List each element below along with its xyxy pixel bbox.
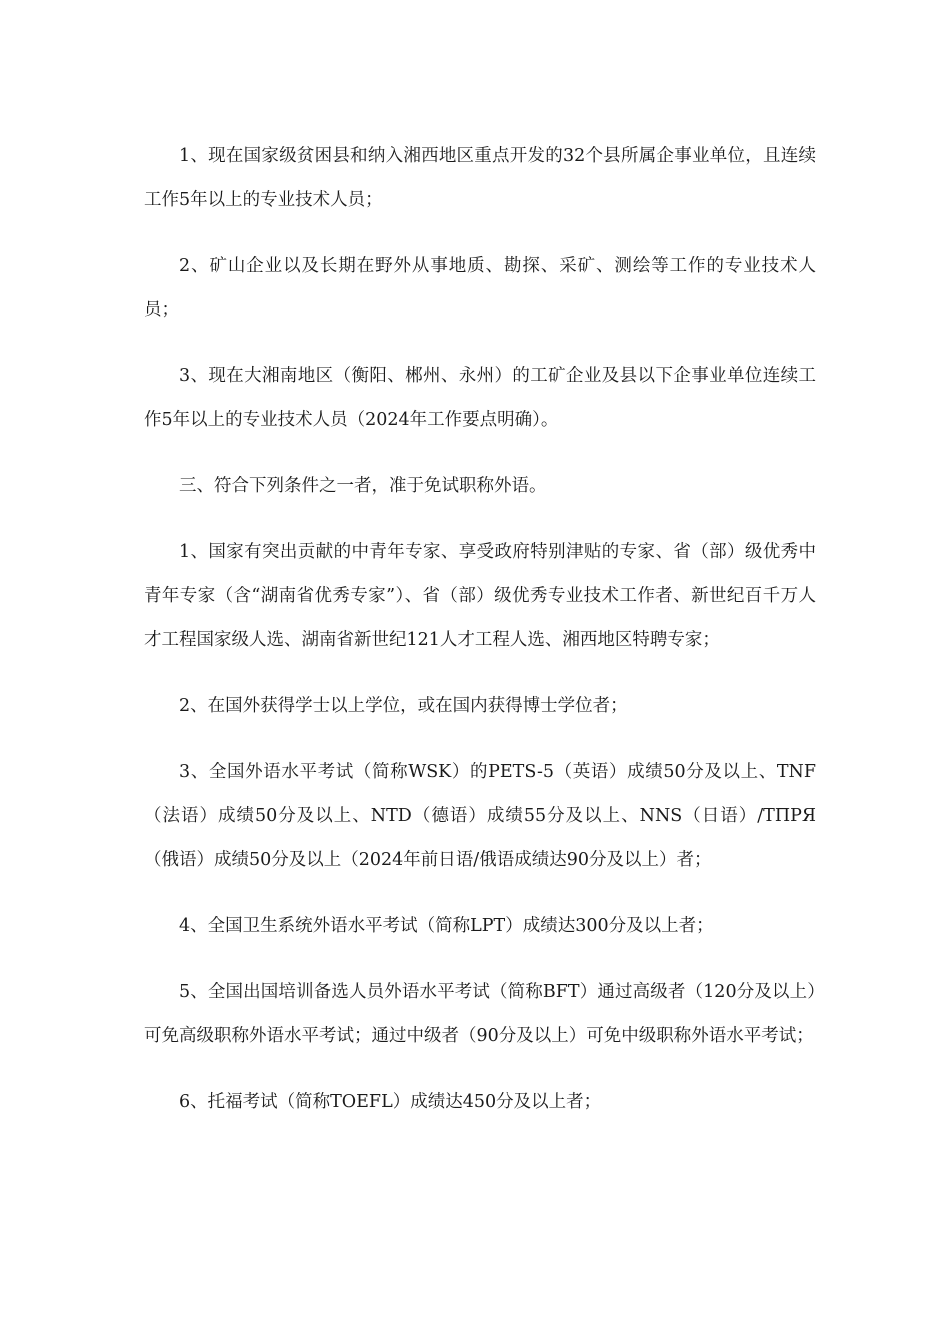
paragraph-item-2: 2、矿山企业以及长期在野外从事地质、勘探、采矿、测绘等工作的专业技术人员；: [144, 256, 816, 320]
paragraph-item-1: 1、现在国家级贫困县和纳入湘西地区重点开发的32个县所属企事业单位，且连续工作5年以上的专业技术人员；: [144, 146, 816, 210]
paragraph-item-3: 3、现在大湘南地区（衡阳、郴州、永州）的工矿企业及县以下企事业单位连续工作5年以上的专业技术人员（2024年工作要点明确）。: [144, 366, 816, 430]
paragraph-item-6-toefl: 6、托福考试（简称TOEFL）成绩达450分及以上者；: [179, 1092, 602, 1112]
section-heading-3: 三、符合下列条件之一者，准于免试职称外语。: [179, 476, 547, 496]
paragraph-item-1-experts: 1、国家有突出贡献的中青年专家、享受政府特别津贴的专家、省（部）级优秀中青年专家（含“湖南省优秀专家”）、省（部）级优秀专业技术工作者、新世纪百千万人才工程国家级人选、湖南省新世纪121人才工程人选、湘西地区特聘专家；: [144, 542, 816, 650]
paragraph-item-5-bft: 5、全国出国培训备选人员外语水平考试（简称BFT）通过高级者（120分及以上）可免高级职称外语水平考试；通过中级者（90分及以上）可免中级职称外语水平考试；: [144, 982, 816, 1046]
paragraph-item-2-degree: 2、在国外获得学士以上学位，或在国内获得博士学位者；: [179, 696, 628, 716]
paragraph-item-3-wsk: 3、全国外语水平考试（简称WSK）的PETS-5（英语）成绩50分及以上、TNF（法语）成绩50分及以上、NTD（德语）成绩55分及以上、NNS（日语）/ТПРЯ（俄语）成绩50分及以上（2024年前日语/俄语成绩达90分及以上）者；: [144, 762, 816, 870]
paragraph-item-4-lpt: 4、全国卫生系统外语水平考试（简称LPT）成绩达300分及以上者；: [179, 916, 714, 936]
document-body: [144, 134, 816, 1146]
